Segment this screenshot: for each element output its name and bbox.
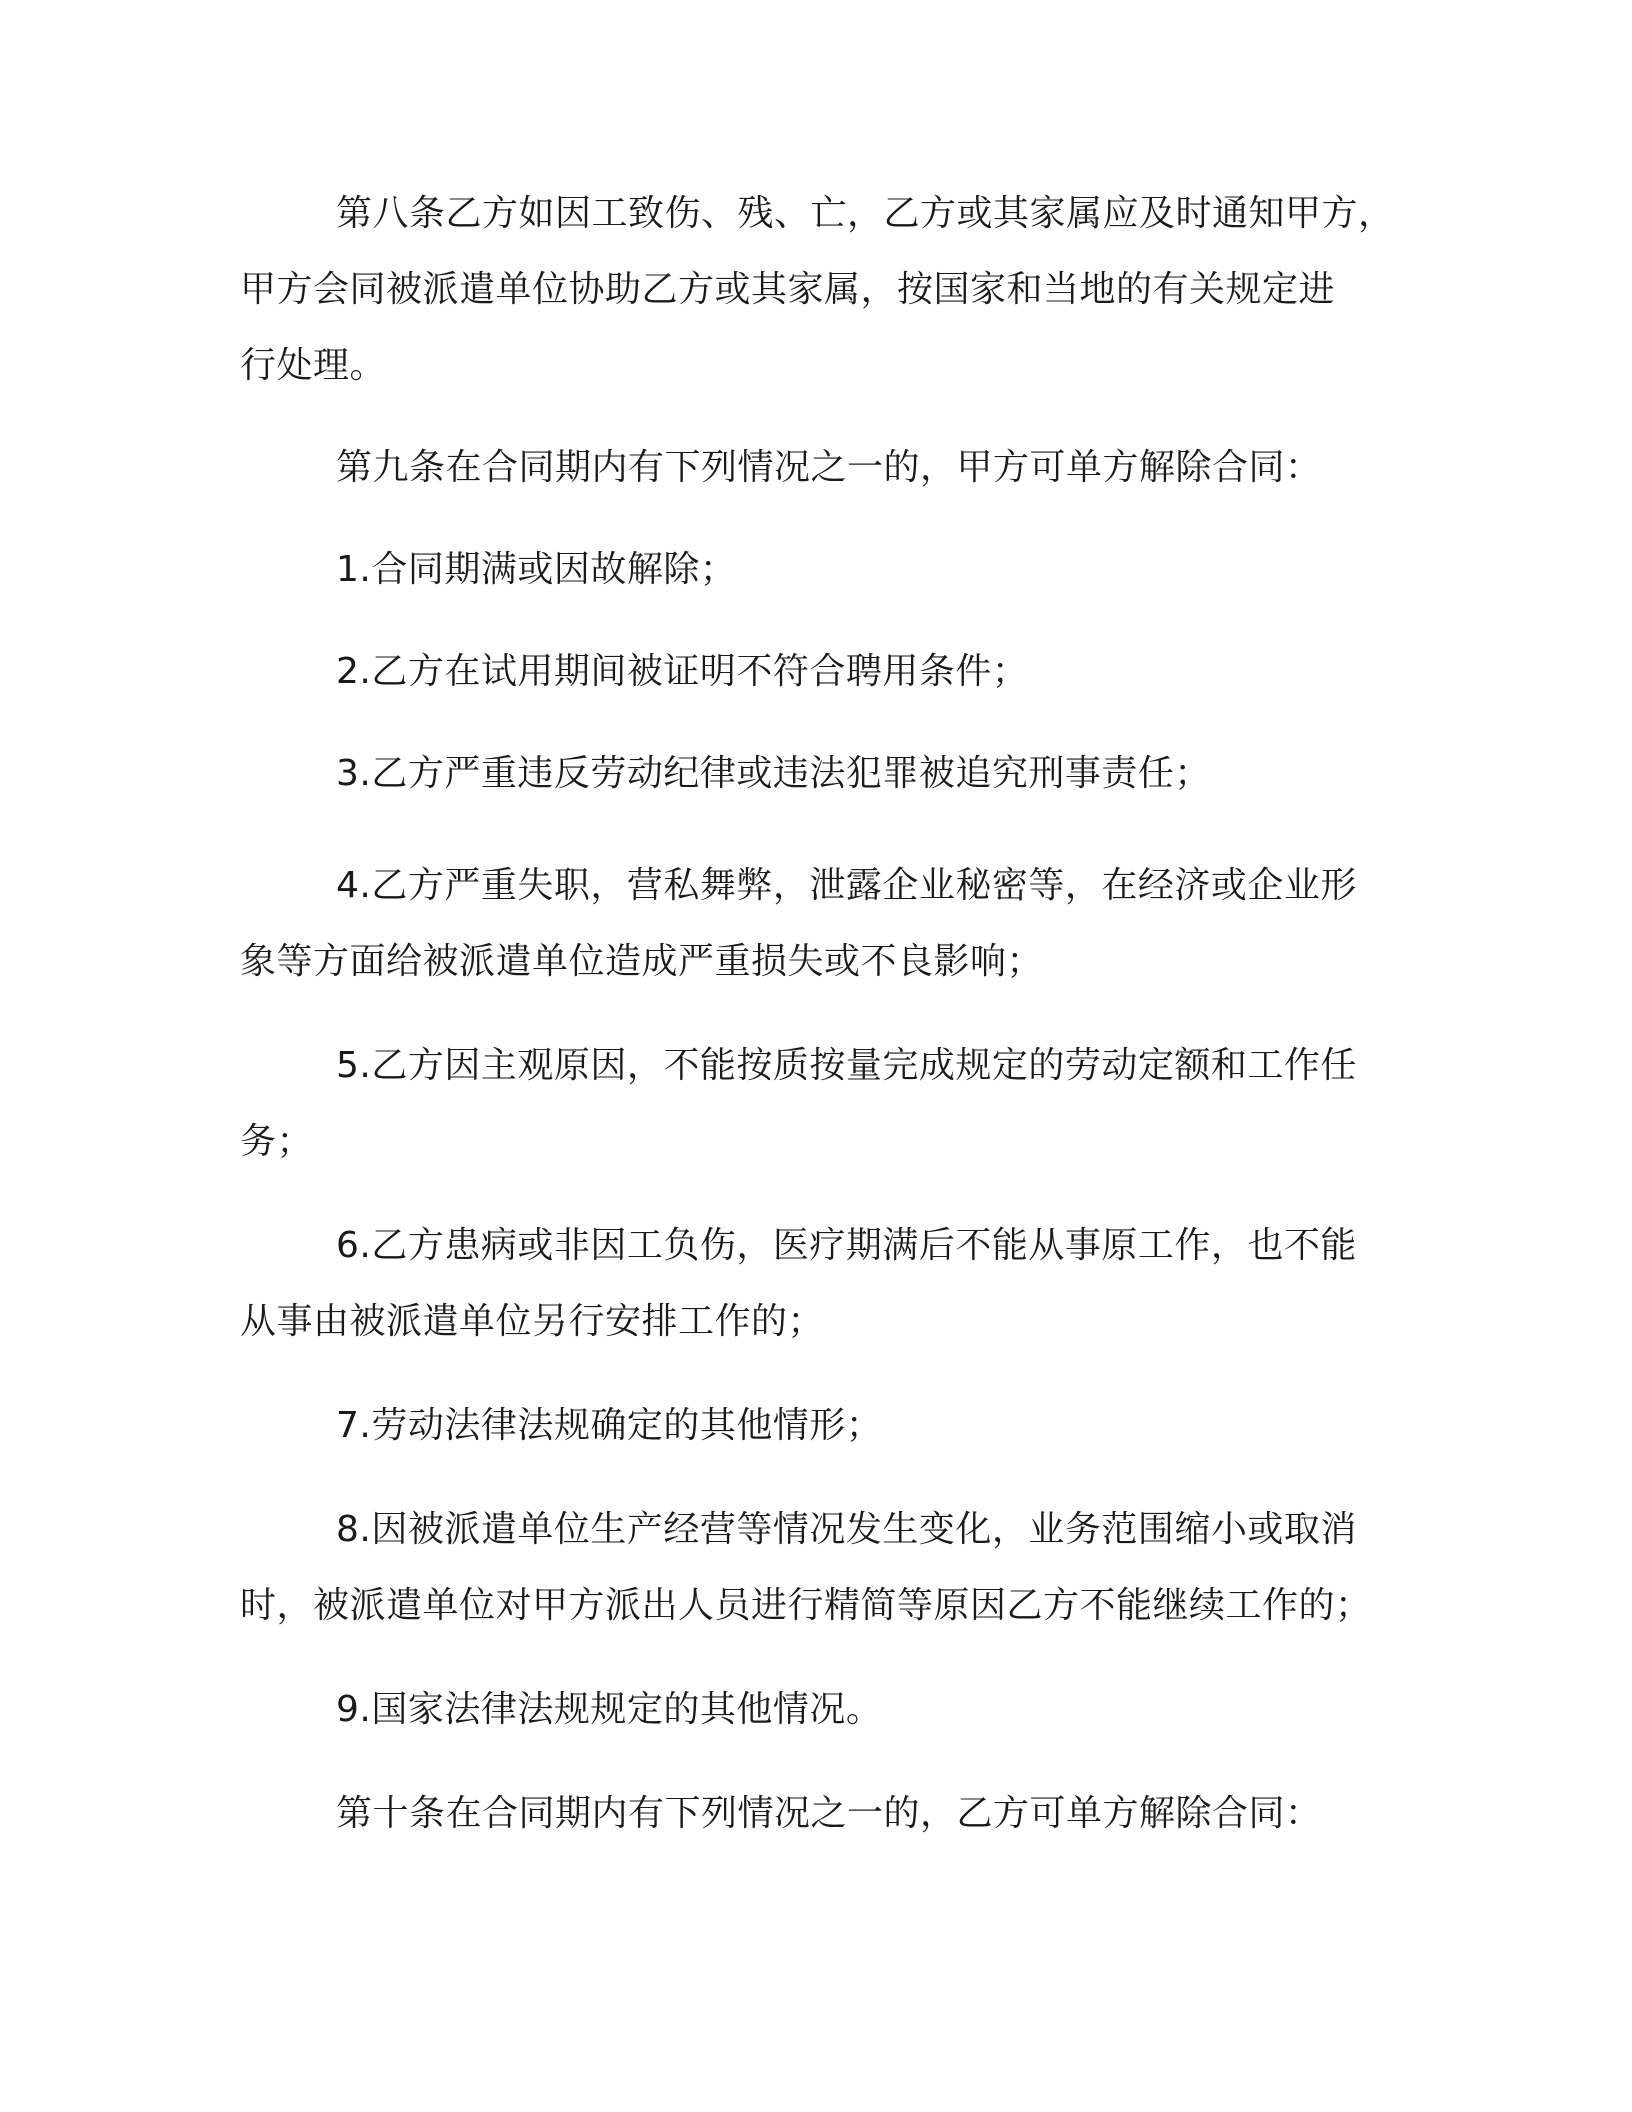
list-item-9: [240, 1672, 1392, 1748]
list-item-7: [240, 1388, 1392, 1464]
list-item-1: [240, 532, 1392, 608]
text-line: 5.乙方因主观原因，不能按质按量完成规定的劳动定额和工作任: [336, 1045, 1357, 1086]
text-line: 9.国家法律法规规定的其他情况。: [336, 1689, 883, 1730]
article-8-paragraph: [240, 176, 1395, 404]
text-line: 象等方面给被派遣单位造成严重损失或不良影响；: [240, 941, 1044, 982]
list-item-5: [240, 1028, 1392, 1180]
list-item-4: [240, 848, 1392, 1000]
text-line: 务；: [240, 1121, 314, 1162]
text-line: 1.合同期满或因故解除；: [336, 549, 737, 590]
text-line: 时，被派遣单位对甲方派出人员进行精简等原因乙方不能继续工作的；: [240, 1585, 1372, 1626]
article-9-paragraph: [240, 430, 1392, 506]
text-line: 行处理。: [240, 345, 387, 386]
text-line: 第九条在合同期内有下列情况之一的，甲方可单方解除合同：: [336, 447, 1322, 488]
text-line: 6.乙方患病或非因工负伤，医疗期满后不能从事原工作，也不能: [336, 1225, 1357, 1266]
list-item-8: [240, 1492, 1392, 1644]
text-line: 第十条在合同期内有下列情况之一的，乙方可单方解除合同：: [336, 1793, 1322, 1834]
text-line: 7.劳动法律法规确定的其他情形；: [336, 1405, 883, 1446]
text-line: 从事由被派遣单位另行安排工作的；: [240, 1301, 825, 1342]
text-line: 4.乙方严重失职，营私舞弊，泄露企业秘密等，在经济或企业形: [336, 865, 1357, 906]
text-line: 2.乙方在试用期间被证明不符合聘用条件；: [336, 651, 1029, 692]
article-10-paragraph: [240, 1776, 1392, 1852]
list-item-2: [240, 634, 1392, 710]
list-item-3: [240, 736, 1392, 812]
text-line: 甲方会同被派遣单位协助乙方或其家属，按国家和当地的有关规定进: [240, 269, 1336, 310]
list-item-6: [240, 1208, 1392, 1360]
text-line: 第八条乙方如因工致伤、残、亡，乙方或其家属应及时通知甲方，: [336, 193, 1395, 234]
text-line: 3.乙方严重违反劳动纪律或违法犯罪被追究刑事责任；: [336, 753, 1211, 794]
text-line: 8.因被派遣单位生产经营等情况发生变化，业务范围缩小或取消: [336, 1509, 1357, 1550]
